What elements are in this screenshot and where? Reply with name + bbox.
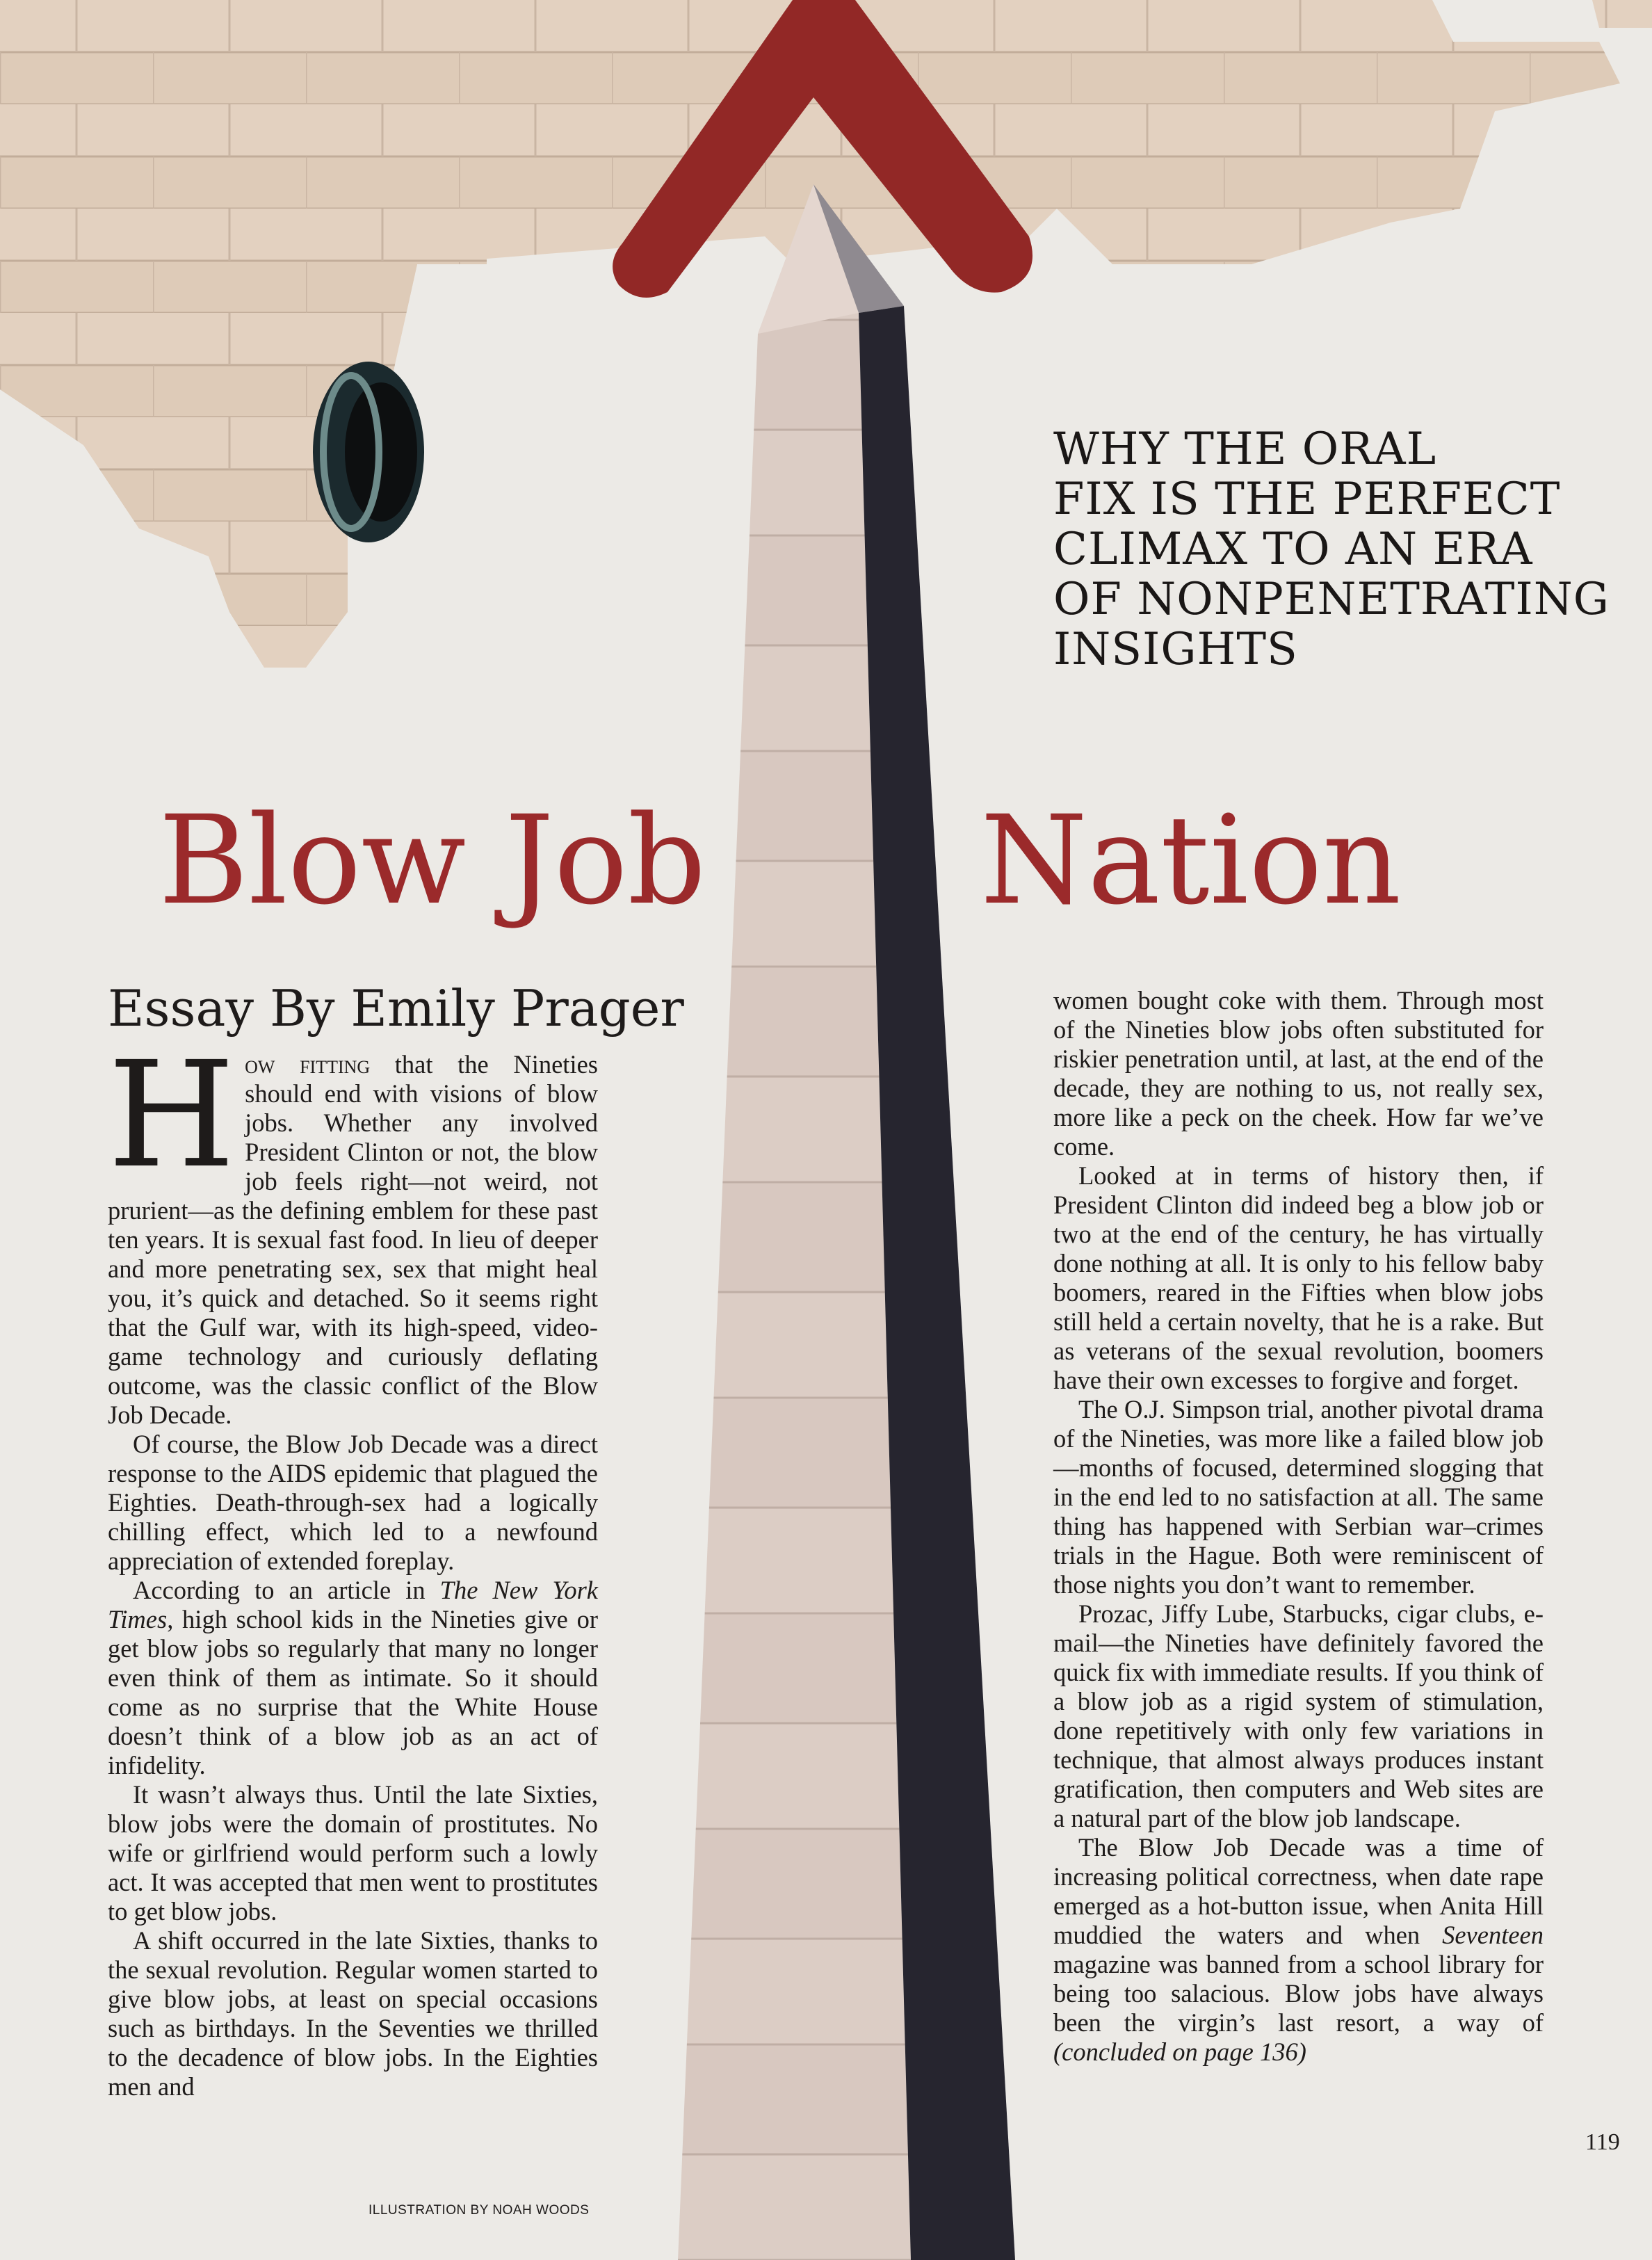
left-column (108, 1030, 598, 2101)
page-number: 119 (1585, 2129, 1620, 2155)
obelisk (678, 184, 1015, 2260)
paragraph: It wasn’t always thus. Until the late Sixties, blow jobs were the domain of prostitutes. No wife or girlfriend would perform such a lowly act. It was accepted that men went to prostitutes to get blow jobs. (108, 1780, 598, 1926)
right-column (1053, 986, 1544, 2067)
paragraph: women bought coke with them. Through most of the Nineties blow jobs often substituted for riskier penetration until, at last, at the end of the decade, they are nothing to us, not really sex, more like a peck on the cheek. How far we’ve come. (1053, 986, 1544, 1161)
publication-title: Seventeen (1442, 1921, 1544, 1949)
page-title-left: Blow Job (159, 789, 706, 932)
stone-wall-left-shape (0, 0, 487, 668)
deck-line: OF NONPENETRATING (1053, 574, 1610, 625)
paragraph-text: The Blow Job Decade was a time of increasing political correctness, when date rape emerged as a hot-button issue, when Anita Hill muddied the waters and when (1053, 1833, 1544, 1949)
paragraph: Of course, the Blow Job Decade was a direct response to the AIDS epidemic that plagued the Eighties. Death-through-sex had a logically chilling effect, which led to a newfound appreciation of extended foreplay. (108, 1430, 598, 1575)
illustration-credit: ILLUSTRATION BY NOAH WOODS (369, 2203, 590, 2218)
deck-line: INSIGHTS (1053, 624, 1298, 675)
lead-in-smallcaps: ow fitting (245, 1050, 371, 1079)
deck-line: CLIMAX TO AN ERA (1053, 524, 1533, 575)
paragraph: Prozac, Jiffy Lube, Starbucks, cigar clubs, e-mail—the Nineties have definitely favored the quick fix with immediate results. If you think of a blow job as a rigid system of stimulation, done repetitively with only few variations in technique, that almost always produces instant gratification, then computers and Web sites are a natural part of the blow job landscape. (1053, 1599, 1544, 1832)
deck-line: FIX IS THE PERFECT (1053, 474, 1561, 525)
porthole-graphic (313, 362, 424, 542)
paragraph-text: that the Nineties should end with visions of blow jobs. Whether any involved President Clinton or not, the blow job feels right—not weird, not prurient—as the defining emblem for these past ten years. It is sexual fast food. In lieu of deeper and more penetrating sex, sex that might heal you, it’s quick and detached. So it seems right that the Gulf war, with its high-speed, video-game technology and curiously deflating outcome, was the classic conflict of the Blow Job Decade. (108, 1050, 598, 1429)
publication-title: The New York Times (108, 1576, 598, 1633)
paragraph-text: According to an article in (133, 1576, 440, 1604)
page-title-right: Nation (980, 789, 1402, 932)
paragraph: The O.J. Simpson trial, another pivotal drama of the Nineties, was more like a failed blow job—months of focused, determined slogging that in the end led to no satisfaction at all. The same thing has happened with Serbian war–crimes trials in the Hague. Both were reminiscent of those nights you don’t want to remember. (1053, 1395, 1544, 1599)
paragraph (108, 1030, 598, 1430)
paragraph-text: , high school kids in the Nineties give or get blow jobs so regularly that many no longer even think of them as intimate. So it should come as no surprise that the White House doesn’t think of a blow job as an act of infidelity. (108, 1605, 598, 1779)
paragraph-text: magazine was banned from a school library for being too salacious. Blow jobs have always been the virgin’s last resort, a way of (1053, 1950, 1544, 2037)
continued-note: (concluded on page 136) (1053, 2037, 1306, 2066)
drop-cap: H (108, 1030, 236, 1200)
paragraph (108, 1576, 598, 1780)
deck-subheading (1053, 423, 1610, 675)
paragraph: Looked at in terms of history then, if President Clinton did indeed beg a blow job or two at the end of the century, he has virtually done nothing at all. It is only to his fellow baby boomers, reared in the Fifties when blow jobs still held a certain novelty, that he is a rake. But as veterans of the sexual revolution, boomers have their own excesses to forgive and forget. (1053, 1161, 1544, 1394)
paragraph (1053, 1833, 1544, 2067)
paragraph: A shift occurred in the late Sixties, thanks to the sexual revolution. Regular women started to give blow jobs, at least on special occasions such as birthdays. In the Seventies we thrilled to the decadence of blow jobs. In the Eighties men and (108, 1926, 598, 2101)
deck-line: WHY THE ORAL (1053, 423, 1437, 475)
byline: Essay By Emily Prager (108, 979, 684, 1038)
